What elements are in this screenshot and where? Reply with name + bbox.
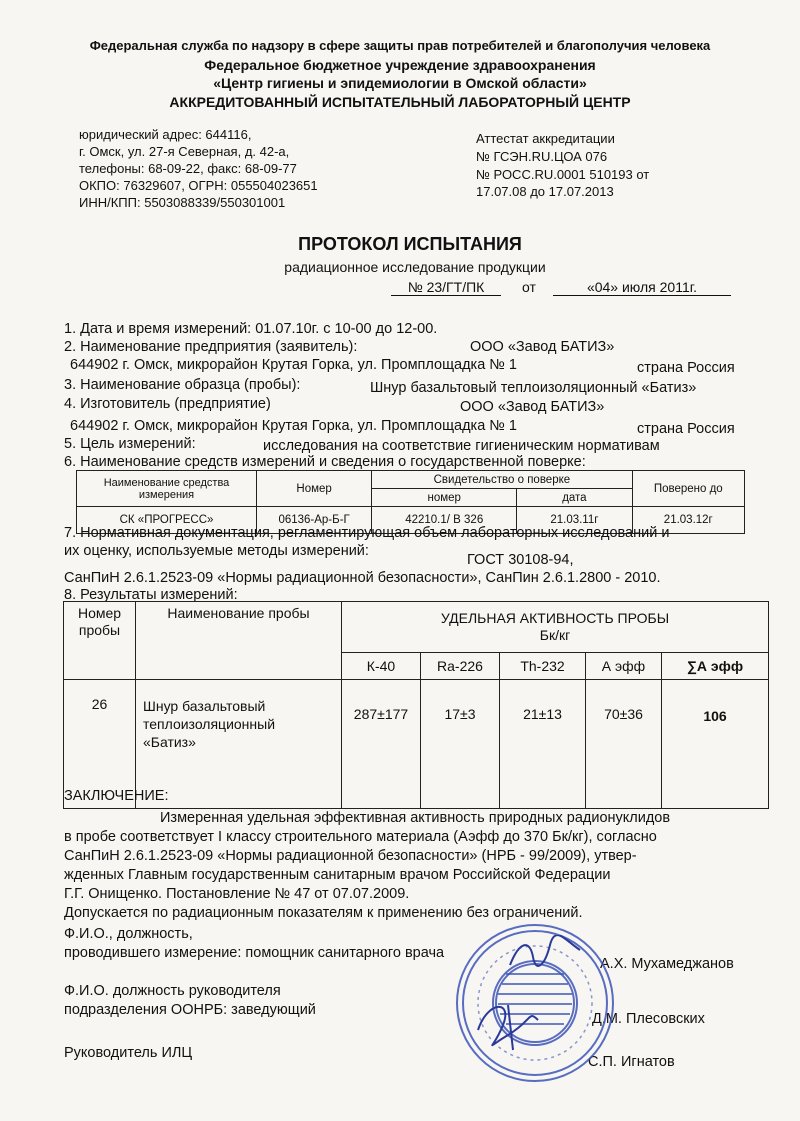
- certificate-date: 21.03.11г: [517, 507, 632, 534]
- signature-1-position: проводившего измерение: помощник санитарного врача: [64, 945, 445, 961]
- header-sample-number: Номер пробы: [64, 602, 136, 680]
- conclusion-line: Г.Г. Онищенко. Постановление № 47 от 07.07.2009.: [64, 886, 410, 902]
- value-aeff: 70±36: [586, 680, 662, 809]
- address-line: ИНН/КПП: 5503088339/550301001: [79, 195, 286, 210]
- conclusion-label: ЗАКЛЮЧЕНИЕ:: [64, 788, 169, 804]
- header-activity-title: УДЕЛЬНАЯ АКТИВНОСТЬ ПРОБЫ: [440, 610, 670, 626]
- header-th232: Th-232: [500, 653, 586, 680]
- header-ra226: Ra-226: [421, 653, 500, 680]
- item-6-label: 6. Наименование средств измерений и сведения о государственной поверке:: [64, 454, 586, 470]
- signature-1-label: Ф.И.О., должность,: [64, 926, 193, 942]
- conclusion-line: жденных Главным государственным санитарным врачом Российской Федерации: [64, 867, 611, 883]
- item-7-line3: СанПиН 2.6.1.2523-09 «Нормы радиационной безопасности», СанПин 2.6.1.2800 - 2010.: [64, 570, 661, 586]
- item-7-line2: их оценку, используемые методы измерений:: [64, 543, 369, 559]
- conclusion-permit: Допускается по радиационным показателям к применению без ограничений.: [64, 905, 583, 921]
- signature-2-label: Ф.И.О. должность руководителя: [64, 983, 281, 999]
- header-center: «Центр гигиены и эпидемиологии в Омской области»: [213, 75, 587, 91]
- header-instrument-number: Номер: [256, 471, 371, 507]
- item-4-value: ООО «Завод БАТИЗ»: [460, 399, 605, 415]
- accreditation-line: № РОСС.RU.0001 510193 от: [476, 167, 650, 182]
- item-4-country: страна Россия: [637, 421, 735, 437]
- handwritten-signature-2: [468, 995, 548, 1055]
- item-5-value: исследования на соответствие гигиеническим нормативам: [263, 438, 660, 454]
- address-line: ОКПО: 76329607, ОГРН: 055504023651: [79, 178, 318, 193]
- signature-1-name: А.Х. Мухамеджанов: [600, 956, 734, 972]
- header-k40: К-40: [342, 653, 421, 680]
- sample-name: Шнур базальтовый теплоизоляционный «Батиз»: [136, 680, 342, 809]
- address-line: г. Омск, ул. 27-я Северная, д. 42-а,: [79, 144, 290, 159]
- value-ra226: 17±3: [421, 680, 500, 809]
- item-3-value: Шнур базальтовый теплоизоляционный «Батиз»: [370, 380, 697, 396]
- item-2-value: ООО «Завод БАТИЗ»: [470, 339, 615, 355]
- certificate-number: 42210.1/ В 326: [372, 507, 517, 534]
- header-aeff: А эфф: [586, 653, 662, 680]
- item-8-label: 8. Результаты измерений:: [64, 587, 238, 603]
- item-4-label: 4. Изготовитель (предприятие): [64, 396, 271, 412]
- header-certificate-date: дата: [517, 489, 632, 507]
- item-7-gost: ГОСТ 30108-94,: [467, 552, 574, 568]
- header-lab: АККРЕДИТОВАННЫЙ ИСПЫТАТЕЛЬНЫЙ ЛАБОРАТОРНЫЙ ЦЕНТР: [169, 94, 631, 110]
- signature-3-label: Руководитель ИЛЦ: [64, 1045, 193, 1061]
- item-1-measurement-date: 1. Дата и время измерений: 01.07.10г. с 10-00 до 12-00.: [64, 321, 438, 337]
- item-2-country: страна Россия: [637, 360, 735, 376]
- handwritten-signature-1: [505, 935, 585, 975]
- header-agency: Федеральная служба по надзору в сфере защиты прав потребителей и благополучия человека: [89, 38, 711, 53]
- header-activity-unit: Бк/кг: [539, 627, 571, 643]
- item-7-line1: 7. Нормативная документация, регламентирующая объем лабораторных исследований и: [64, 525, 670, 541]
- protocol-date: «04» июля 2011г.: [553, 279, 731, 296]
- header-institution: Федеральное бюджетное учреждение здравоохранения: [204, 57, 596, 73]
- sample-number: 26: [64, 680, 136, 809]
- table-row: [64, 680, 769, 809]
- instrument-name: СК «ПРОГРЕСС»: [77, 507, 257, 534]
- accreditation-line: Аттестат аккредитации: [476, 131, 615, 146]
- header-specific-activity: [342, 602, 769, 653]
- header-verified-until: Поверено до: [632, 471, 744, 507]
- item-2-label: 2. Наименование предприятия (заявитель):: [64, 339, 358, 355]
- document-subtitle: радиационное исследование продукции: [284, 259, 546, 275]
- accreditation-line: 17.07.08 до 17.07.2013: [476, 184, 614, 199]
- conclusion-line: Измеренная удельная эффективная активность природных радионуклидов: [160, 810, 671, 826]
- item-5-label: 5. Цель измерений:: [64, 436, 196, 452]
- item-4-address: 644902 г. Омск, микрорайон Крутая Горка, ул. Промплощадка № 1: [70, 418, 517, 434]
- protocol-number: № 23/ГТ/ПК: [391, 279, 501, 296]
- signature-2-name: Д.М. Плесовских: [592, 1011, 705, 1027]
- results-table: [63, 601, 769, 809]
- address-line: юридический адрес: 644116,: [79, 127, 252, 142]
- value-th232: 21±13: [500, 680, 586, 809]
- instrument-number: 06136-Ар-Б-Г: [256, 507, 371, 534]
- header-sample-name: Наименование пробы: [136, 602, 342, 680]
- conclusion-line: в пробе соответствует I классу строительного материала (Аэфф до 370 Бк/кг), согласно: [64, 829, 657, 845]
- accreditation-line: № ГСЭН.RU.ЦОА 076: [476, 149, 608, 164]
- conclusion-line: СанПиН 2.6.1.2523-09 «Нормы радиационной безопасности» (НРБ - 99/2009), утвер-: [64, 848, 637, 864]
- header-instrument-name: Наименование средства измерения: [77, 471, 257, 507]
- item-2-address: 644902 г. Омск, микрорайон Крутая Горка, ул. Промплощадка № 1: [70, 357, 517, 373]
- document-title: ПРОТОКОЛ ИСПЫТАНИЯ: [298, 234, 522, 254]
- header-sum-aeff: ∑А эфф: [662, 653, 769, 680]
- signature-3-name: С.П. Игнатов: [588, 1054, 675, 1070]
- item-3-label: 3. Наименование образца (пробы):: [64, 377, 301, 393]
- value-k40: 287±177: [342, 680, 421, 809]
- value-sum-aeff: 106: [662, 680, 769, 809]
- verified-until: 21.03.12г: [632, 507, 744, 534]
- signature-2-position: подразделения ООНРБ: заведующий: [64, 1002, 316, 1018]
- protocol-from: от: [522, 279, 536, 295]
- header-certificate: Свидетельство о поверке: [372, 471, 632, 489]
- address-line: телефоны: 68-09-22, факс: 68-09-77: [79, 161, 297, 176]
- header-certificate-number: номер: [372, 489, 517, 507]
